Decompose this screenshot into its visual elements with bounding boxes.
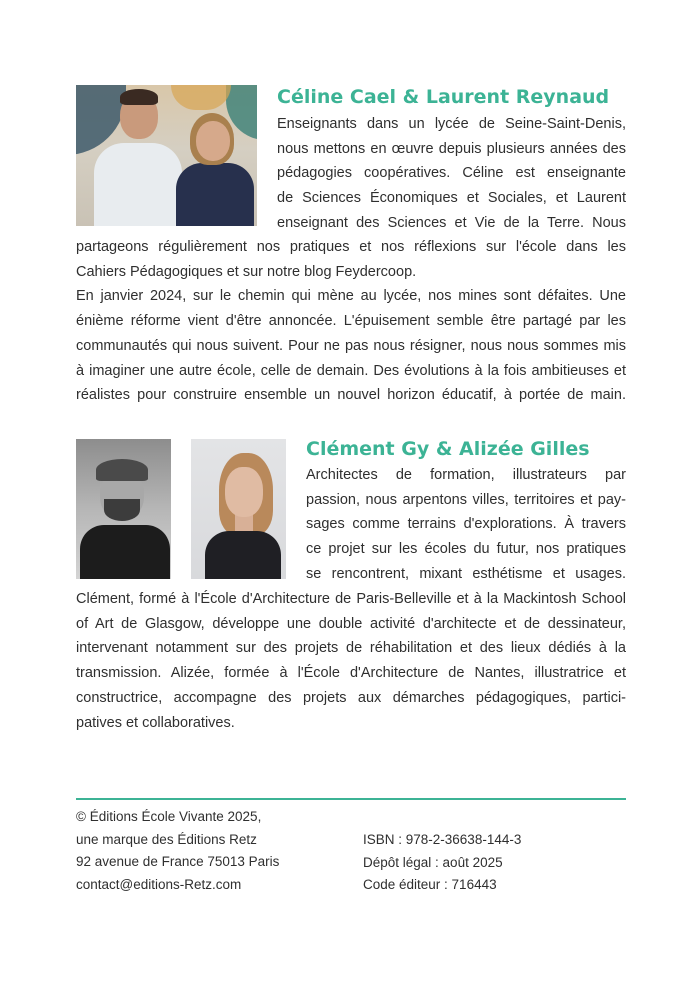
authors-bio-beside	[277, 112, 626, 236]
legal-deposit-line: Dépôt légal : août 2025	[363, 854, 503, 870]
legal-info	[363, 829, 521, 897]
copyright-line: © Éditions École Vivante 2025,	[76, 809, 262, 824]
illustrators-heading: Clément Gy & Alizée Gilles	[306, 438, 590, 460]
bio-line: se rencontrent, mixant esthétisme et usages.	[306, 565, 626, 582]
illustrators-bio-full	[76, 587, 626, 735]
bio-line: sages comme terrains d'explorations. À travers	[306, 516, 626, 533]
bio-line: constructrice, accompagne des projets aux démarches pédagogiques, partici-	[76, 689, 626, 706]
bio-line: patives et collaboratives.	[76, 714, 235, 731]
bio-line: intervenant notamment sur des projets de réhabilitation et des lieux dédiés à la	[76, 640, 626, 657]
bio-line: Cahiers Pédagogiques et sur notre blog Feydercoop.	[76, 263, 417, 280]
publisher-code-line: Code éditeur : 716443	[363, 877, 497, 892]
bio-line: Clément, formé à l'École d'Architecture de Paris-Belleville et à la Mackintosh School	[76, 591, 626, 607]
footer-divider	[76, 798, 626, 800]
bio-line: of Art de Glasgow, développe une double activité d'architecte et de dessinateur,	[76, 615, 626, 632]
isbn-line: ISBN : 978-2-36638-144-3	[363, 832, 522, 847]
bio-line: nous mettons en œuvre depuis plusieurs années des	[277, 140, 626, 157]
bio-line: réalistes pour construire ensemble un nouvel horizon éducatif, à portée de main.	[76, 387, 626, 404]
bio-line: de Sciences Économiques et Sociales, et Laurent	[277, 190, 626, 207]
bio-line: à imaginer une autre école, celle de demain. Des évolutions à la fois ambitieuses et	[76, 362, 626, 379]
authors-heading: Céline Cael & Laurent Reynaud	[277, 86, 610, 108]
bio-line: enseignant des Sciences et Vie de la Terre. Nous	[277, 214, 626, 231]
bio-line: pédagogies coopératives. Céline est enseignante	[277, 165, 626, 182]
authors-photo	[76, 85, 257, 226]
publisher-brand-line: une marque des Éditions Retz	[76, 831, 257, 847]
bio-line: ce projet sur les écoles du futur, nos pratiques	[306, 541, 626, 558]
bio-line: partageons régulièrement nos pratiques et nos réflexions sur l'école dans les	[76, 239, 626, 255]
illustrator-photo-alizee	[191, 439, 286, 579]
publisher-info	[76, 806, 279, 896]
publisher-email-line: contact@editions-Retz.com	[76, 876, 242, 892]
bio-line: énième réforme vient d'être annoncée. L'épuisement semble être partagé par les	[76, 313, 626, 330]
illustrators-bio-beside	[306, 463, 626, 587]
bio-line: transmission. Alizée, formée à l'École d'Architecture de Nantes, illustratrice et	[76, 665, 626, 682]
bio-line: Architectes de formation, illustrateurs par	[306, 467, 626, 483]
bio-line: passion, nous arpentons villes, territoires et pay-	[306, 491, 626, 508]
illustrator-photo-clement	[76, 439, 171, 579]
bio-line: En janvier 2024, sur le chemin qui mène au lycée, nos mines sont défaites. Une	[76, 288, 626, 305]
authors-bio-full	[76, 235, 626, 408]
bio-line: communautés qui nous suivent. Pour ne pas nous résigner, nous nous sommes mis	[76, 337, 626, 354]
publisher-address-line: 92 avenue de France 75013 Paris	[76, 854, 280, 869]
bio-line: Enseignants dans un lycée de Seine-Saint-Denis,	[277, 116, 626, 132]
